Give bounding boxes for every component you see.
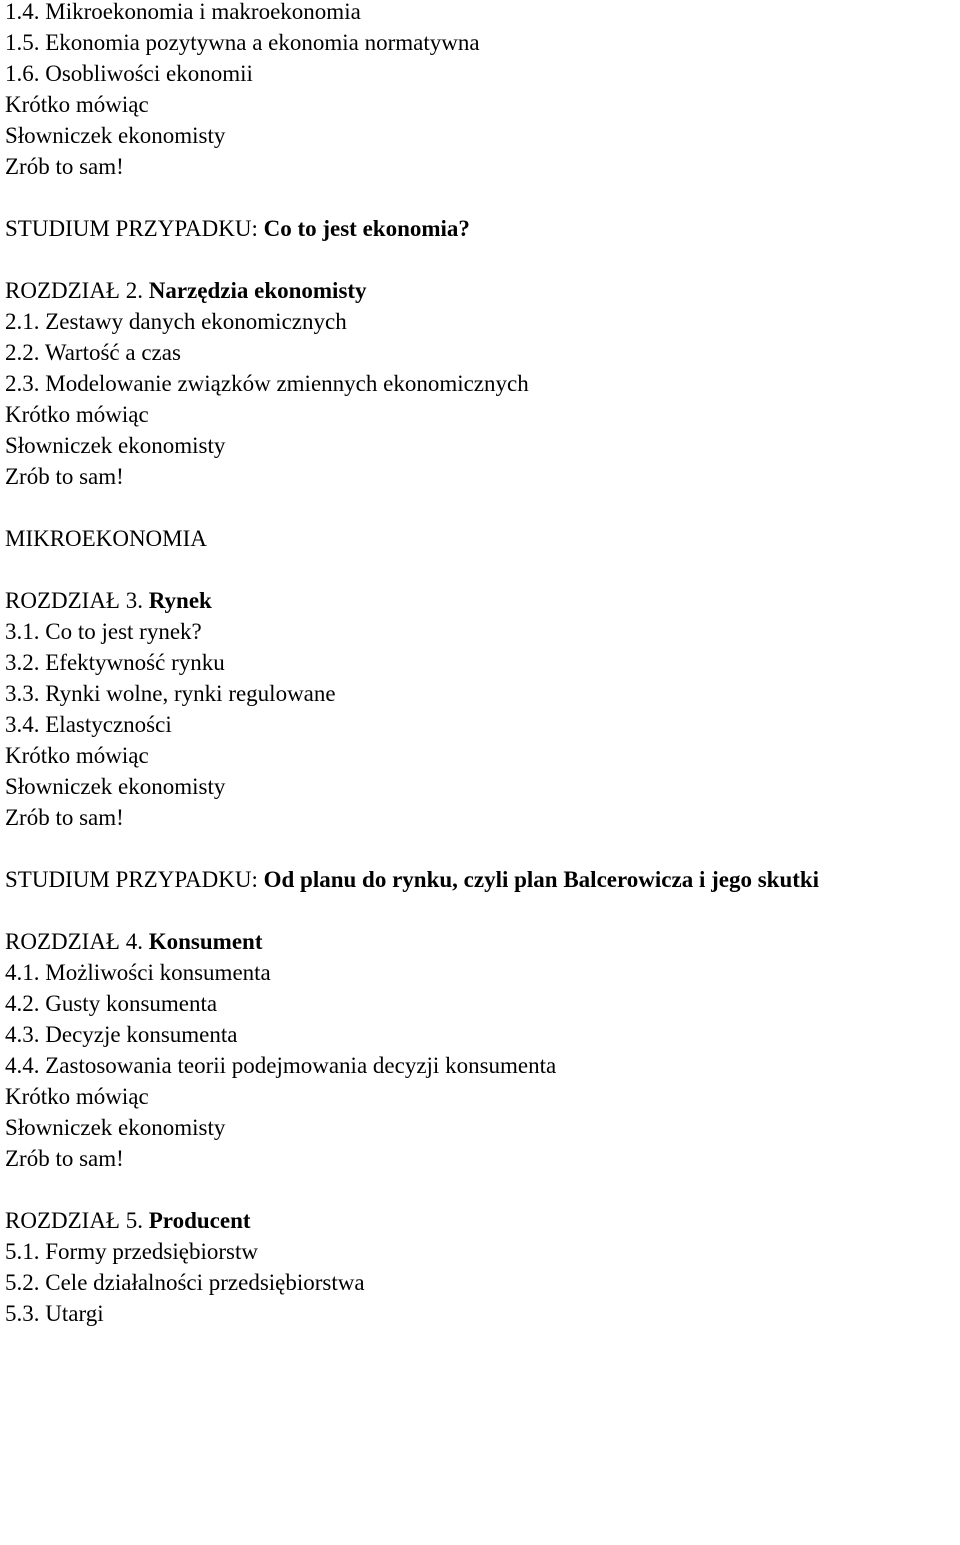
toc-item: 1.6. Osobliwości ekonomii (5, 61, 253, 86)
toc-krotko-mowiac: Krótko mówiąc (5, 402, 149, 427)
toc-item: 2.3. Modelowanie związków zmiennych ekonomicznych (5, 371, 529, 396)
chapter-prefix: ROZDZIAŁ 4. (5, 929, 143, 954)
table-of-contents (5, 0, 960, 1329)
chapter-prefix: ROZDZIAŁ 2. (5, 278, 143, 303)
chapter-prefix: ROZDZIAŁ 3. (5, 588, 143, 613)
toc-item: 4.2. Gusty konsumenta (5, 991, 218, 1016)
toc-slowniczek: Słowniczek ekonomisty (5, 433, 226, 458)
case-study-heading (5, 213, 960, 244)
case-study-prefix: STUDIUM PRZYPADKU: (5, 216, 258, 241)
toc-item: 1.5. Ekonomia pozytywna a ekonomia normatywna (5, 30, 480, 55)
chapter-title: Rynek (148, 588, 212, 613)
toc-item: 3.2. Efektywność rynku (5, 650, 225, 675)
toc-zrob-to-sam: Zrób to sam! (5, 1146, 124, 1171)
chapter-heading (5, 1205, 960, 1236)
toc-zrob-to-sam: Zrób to sam! (5, 154, 124, 179)
case-study-prefix: STUDIUM PRZYPADKU: (5, 867, 258, 892)
chapter-prefix: ROZDZIAŁ 5. (5, 1208, 143, 1233)
toc-item: 2.2. Wartość a czas (5, 340, 181, 365)
toc-item: 4.3. Decyzje konsumenta (5, 1022, 238, 1047)
case-study-title: Co to jest ekonomia? (263, 216, 470, 241)
toc-item: 3.3. Rynki wolne, rynki regulowane (5, 681, 336, 706)
toc-zrob-to-sam: Zrób to sam! (5, 464, 124, 489)
chapter-heading (5, 926, 960, 957)
chapter-title: Narzędzia ekonomisty (148, 278, 367, 303)
toc-item: 5.2. Cele działalności przedsiębiorstwa (5, 1270, 365, 1295)
toc-item: 2.1. Zestawy danych ekonomicznych (5, 309, 347, 334)
case-study-heading (5, 864, 960, 895)
case-study-title: Od planu do rynku, czyli plan Balcerowicza i jego skutki (263, 867, 820, 892)
toc-item: 5.3. Utargi (5, 1301, 104, 1326)
chapter-title: Konsument (148, 929, 263, 954)
toc-item: 1.4. Mikroekonomia i makroekonomia (5, 0, 361, 24)
toc-slowniczek: Słowniczek ekonomisty (5, 1115, 226, 1140)
toc-item: 4.4. Zastosowania teorii podejmowania decyzji konsumenta (5, 1053, 557, 1078)
toc-item: 3.1. Co to jest rynek? (5, 619, 202, 644)
chapter-title: Producent (148, 1208, 251, 1233)
chapter-heading (5, 275, 960, 306)
toc-item: 3.4. Elastyczności (5, 712, 172, 737)
toc-slowniczek: Słowniczek ekonomisty (5, 123, 226, 148)
toc-zrob-to-sam: Zrób to sam! (5, 805, 124, 830)
chapter-heading (5, 585, 960, 616)
toc-item: 4.1. Możliwości konsumenta (5, 960, 271, 985)
part-heading: MIKROEKONOMIA (5, 526, 207, 551)
toc-krotko-mowiac: Krótko mówiąc (5, 743, 149, 768)
toc-krotko-mowiac: Krótko mówiąc (5, 1084, 149, 1109)
toc-item: 5.1. Formy przedsiębiorstw (5, 1239, 258, 1264)
toc-slowniczek: Słowniczek ekonomisty (5, 774, 226, 799)
toc-krotko-mowiac: Krótko mówiąc (5, 92, 149, 117)
